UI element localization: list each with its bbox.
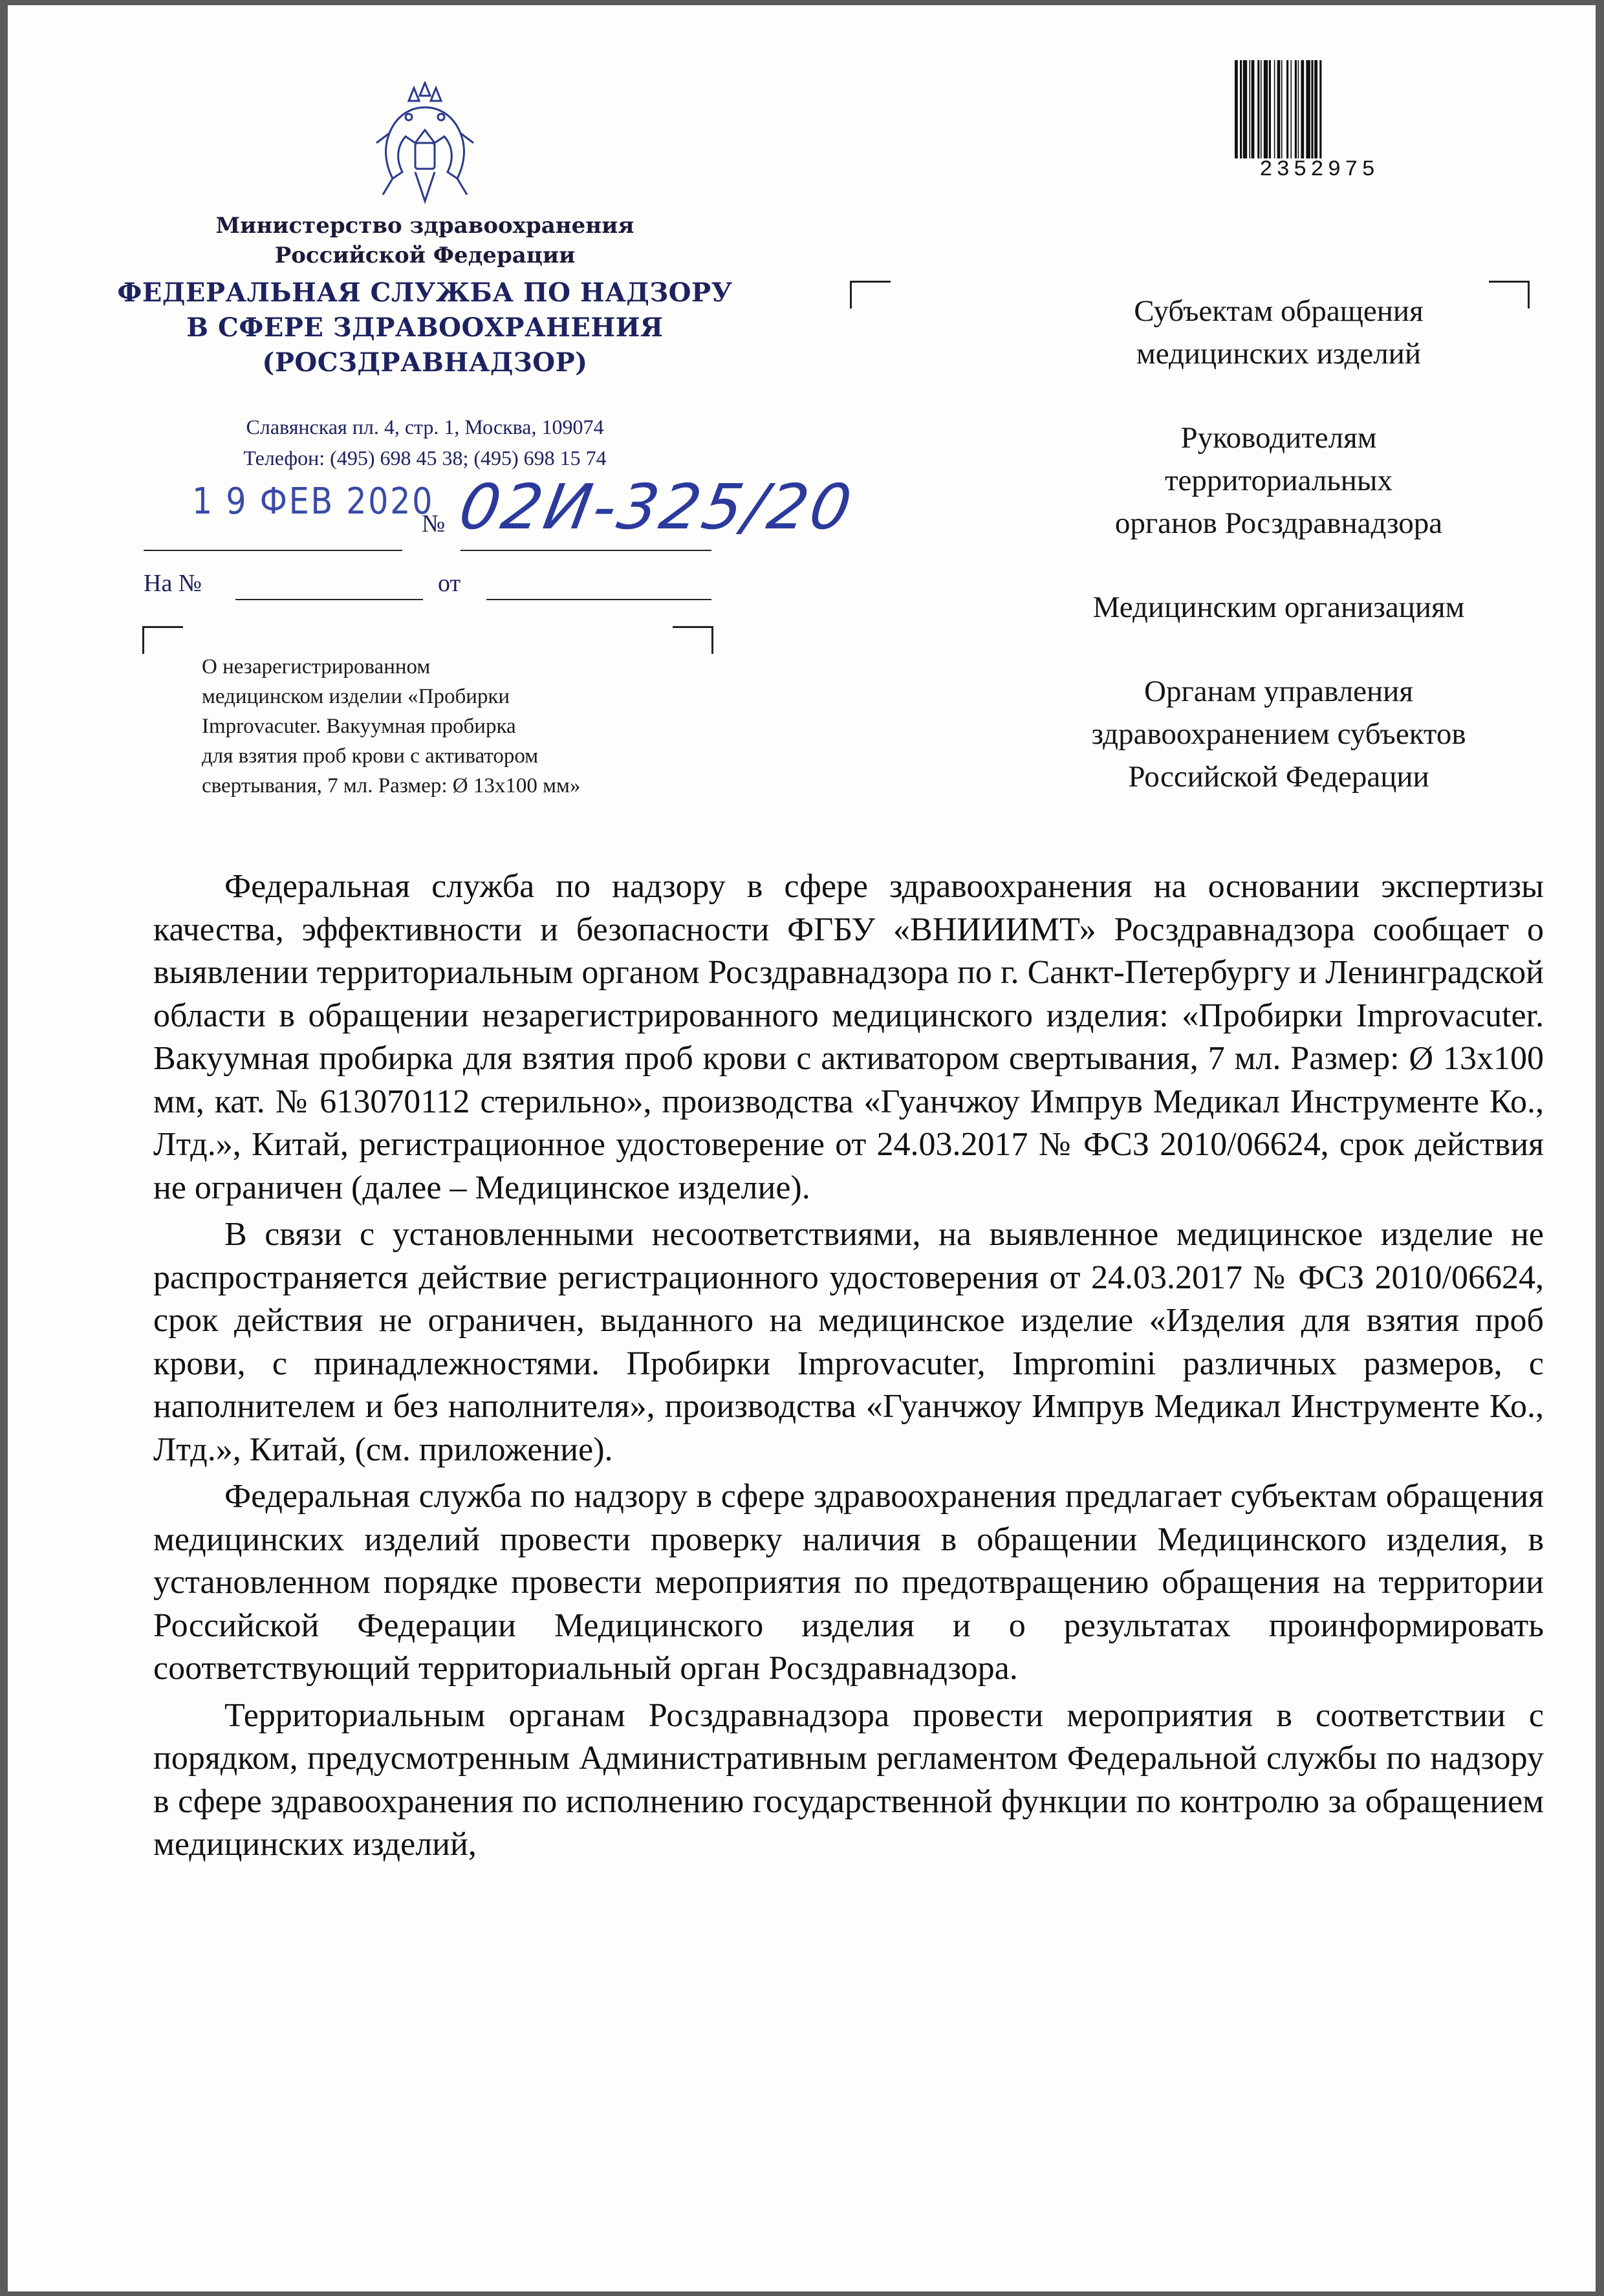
barcode-icon (1233, 60, 1405, 158)
barcode-bar (1240, 60, 1242, 158)
barcode-bar (1295, 60, 1297, 158)
service-address: Славянская пл. 4, стр. 1, Москва, 109074 Телефон: (495) 698 45 38; (495) 698 15 74 (243, 415, 607, 470)
letter-subject: О незарегистрированном медицинском изделии «Пробирки Improvacuter. Вакуумная пробирка для взятия проб крови с активатором свертывания, 7 мл. Размер: Ø 13х100 мм» (202, 655, 581, 797)
subject-bracket-right (673, 626, 713, 654)
barcode-bar (1235, 60, 1238, 158)
barcode-bar (1311, 60, 1313, 158)
barcode-number: 2352975 (1259, 158, 1379, 182)
barcode-bar (1243, 60, 1247, 158)
addressee-bracket-left (850, 281, 891, 309)
barcode-bar (1269, 60, 1271, 158)
subject-bracket-left (142, 626, 183, 654)
barcode-bar (1277, 60, 1281, 158)
double-headed-eagle-emblem-icon (370, 81, 480, 211)
reply-to-label: На № (144, 570, 202, 597)
barcode-bar (1290, 60, 1292, 158)
number-sign: № (422, 510, 446, 537)
barcode-bar (1252, 60, 1255, 158)
body-paragraph: Федеральная служба по надзору в сфере здравоохранения на основании экспертизы качества, эффективности и безопасности ФГБУ «ВНИИИМТ» Росздравнадзора сообщает о выявлении территориальным органом Росздравнадзора по г. Санкт-Петербургу и Ленинградской области в обращении незарегистрированного медицинского изделия: «Пробирки Improvacuter. Вакуумная пробирка для взятия проб крови с активатором свертывания, 7 мл. Размер: Ø 13х100 мм, кат. № 613070112 стерильно», производства «Гуанчжоу Импрув Медикал Инструменте Ко., Лтд.», Китай, регистрационное удостоверение от 24.03.2017 № ФСЗ 2010/06624, срок действия не ограничен (далее – Медицинское изделие). (153, 868, 1544, 1206)
addressee-group: Органам управления здравоохранением субъектов Российской Федерации (1091, 675, 1466, 794)
addressee-group: Медицинским организациям (1092, 590, 1465, 624)
barcode-bar (1281, 60, 1283, 158)
reply-date-line (486, 599, 711, 600)
barcode-bar (1301, 60, 1304, 158)
letter-body (153, 865, 1544, 1867)
barcode-bar (1286, 60, 1288, 158)
number-underline (461, 550, 711, 551)
barcode-bar (1264, 60, 1268, 158)
addressee-group: Субъектам обращения медицинских изделий (1134, 294, 1424, 371)
barcode-bar (1306, 60, 1310, 158)
date-stamp: 1 9 ФЕВ 2020 (192, 481, 435, 523)
body-paragraph: Территориальным органам Росздравнадзора провести мероприятия в соответствии с порядком, предусмотренным Административным регламентом Федеральной службы по надзору в сфере здравоохранения по исполнению государственной функции по контролю за обращением медицинских изделий, (153, 1696, 1544, 1863)
barcode-bar (1314, 60, 1317, 158)
reply-number-line (235, 599, 423, 600)
handwritten-number: 02И-325/20 (454, 471, 860, 543)
barcode-bar (1261, 60, 1262, 158)
service-name: ФЕДЕРАЛЬНАЯ СЛУЖБА ПО НАДЗОРУ В СФЕРЕ ЗДРАВООХРАНЕНИЯ (РОСЗДРАВНАДЗОР) (117, 277, 733, 378)
body-paragraph: Федеральная служба по надзору в сфере здравоохранения предлагает субъектам обращения медицинских изделий провести проверку наличия в обращении Медицинского изделия, в установленном порядке провести мероприятия по предотвращению обращения на территории Российской Федерации Медицинского изделия и о результатах проинформировать соответствующий территориальный орган Росздравнадзора. (153, 1478, 1544, 1687)
document-page (8, 5, 1596, 2291)
barcode-bar (1274, 60, 1275, 158)
barcode-bar (1298, 60, 1299, 158)
addressee-list (952, 290, 1596, 798)
addressee-group: Руководителям территориальных органов Росздравнадзора (1114, 421, 1443, 540)
reply-date-label: от (438, 570, 461, 597)
barcode-bar (1249, 60, 1250, 158)
date-underline (144, 550, 402, 551)
barcode-bar (1257, 60, 1259, 158)
ministry-name: Министерство здравоохранения Российской Федерации (215, 213, 634, 268)
body-paragraph: В связи с установленными несоответствиями, на выявленное медицинское изделие не распространяется действие регистрационного удостоверения от 24.03.2017 № ФСЗ 2010/06624, срок действия не ограничен, выданного на медицинское изделие «Изделия для взятия проб крови, с принадлежностями. Пробирки Improvacuter, Impromini различных размеров, с наполнителем и без наполнителя», производства «Гуанчжоу Импрув Медикал Инструменте Ко., Лтд.», Китай, (см. приложение). (153, 1216, 1544, 1468)
barcode-bar (1319, 60, 1321, 158)
